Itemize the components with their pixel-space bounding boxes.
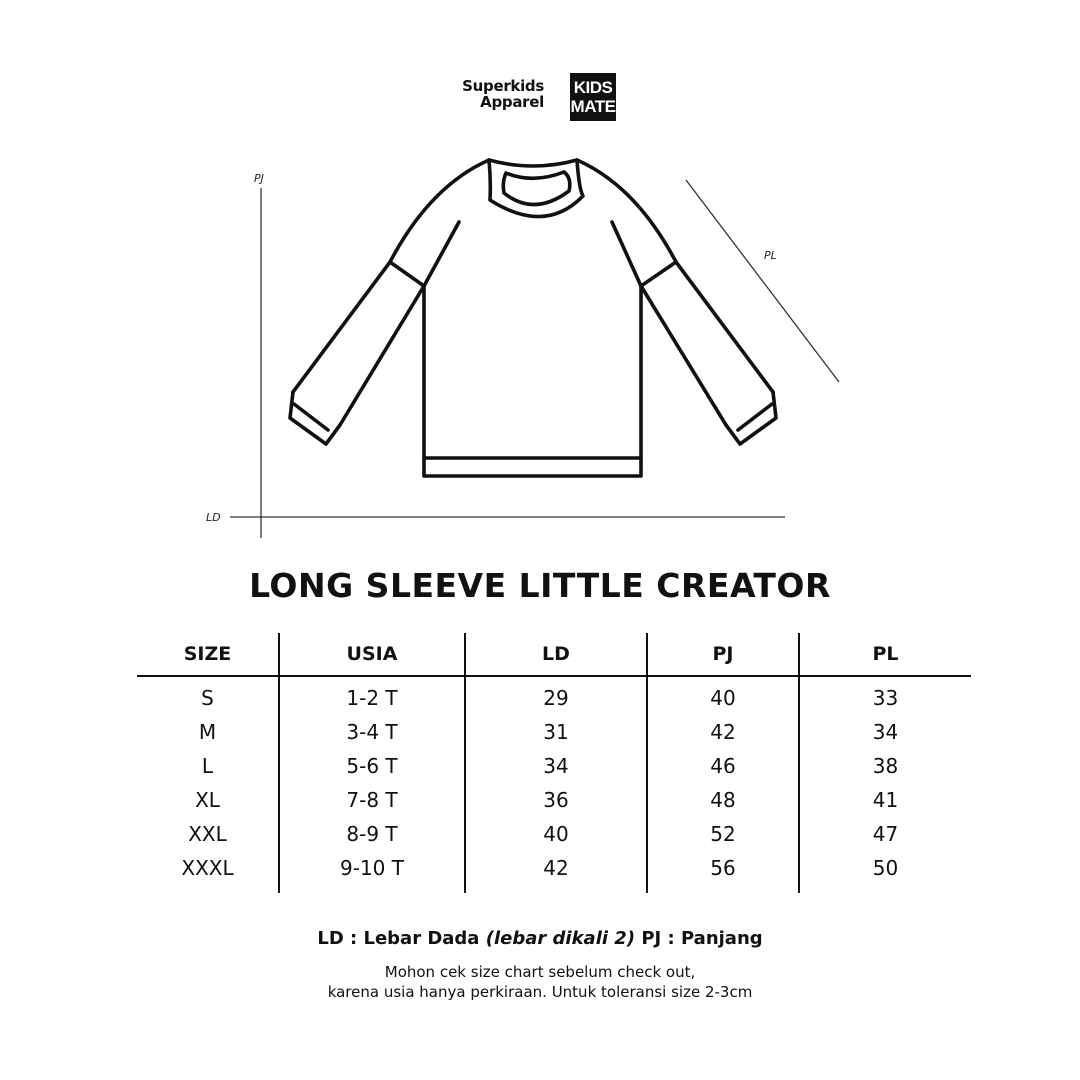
note-line-1: Mohon cek size chart sebelum check out, bbox=[384, 963, 696, 981]
cell-pj: 42 bbox=[647, 715, 799, 749]
brand-line-2: Apparel bbox=[480, 93, 544, 111]
pl-label: PL bbox=[764, 249, 777, 262]
cell-usia: 1-2 T bbox=[279, 676, 465, 715]
table-row bbox=[137, 749, 971, 783]
cell-usia: 7-8 T bbox=[279, 783, 465, 817]
measurement-legend bbox=[0, 928, 1080, 949]
logo-line-2: MATE bbox=[570, 97, 616, 116]
header-usia: USIA bbox=[279, 633, 465, 676]
cell-usia: 9-10 T bbox=[279, 851, 465, 893]
pl-guide-line bbox=[686, 180, 839, 382]
cell-pl: 38 bbox=[872, 754, 899, 778]
cell-ld: 40 bbox=[465, 817, 647, 851]
cell-size: S bbox=[137, 676, 279, 715]
cell-usia: 5-6 T bbox=[279, 749, 465, 783]
cell-ld: 34 bbox=[465, 749, 647, 783]
ld-label: LD bbox=[206, 511, 221, 524]
product-title: LONG SLEEVE LITTLE CREATOR bbox=[249, 566, 831, 605]
size-note bbox=[0, 962, 1080, 1002]
cell-pj: 56 bbox=[647, 851, 799, 893]
cell-size: XXXL bbox=[137, 851, 279, 893]
legend-ld-note: (lebar dikali 2) bbox=[485, 928, 636, 949]
cell-size: XL bbox=[137, 783, 279, 817]
cell-size: XXL bbox=[137, 817, 279, 851]
header-pj: PJ bbox=[647, 633, 799, 676]
cell-pl: 34 bbox=[872, 720, 899, 744]
table-row bbox=[137, 676, 971, 715]
table-row bbox=[137, 783, 971, 817]
cell-ld: 31 bbox=[465, 715, 647, 749]
cell-pj: 46 bbox=[647, 749, 799, 783]
table-header-row bbox=[137, 633, 971, 676]
cell-pl: 47 bbox=[872, 822, 899, 846]
table-row bbox=[137, 715, 971, 749]
table-row bbox=[137, 851, 971, 893]
cell-ld: 42 bbox=[465, 851, 647, 893]
cell-usia: 8-9 T bbox=[279, 817, 465, 851]
long-sleeve-shirt-icon bbox=[290, 160, 776, 476]
logo-line-1: KIDS bbox=[573, 78, 613, 97]
cell-pl: 50 bbox=[872, 856, 899, 880]
cell-pl: 41 bbox=[872, 788, 899, 812]
header-pl: PL bbox=[799, 633, 971, 676]
legend-ld: LD : Lebar Dada bbox=[317, 928, 480, 949]
cell-usia: 3-4 T bbox=[279, 715, 465, 749]
legend-pj: PJ : Panjang bbox=[641, 928, 763, 949]
header-size: SIZE bbox=[137, 633, 279, 676]
brand-line-1: Superkids bbox=[462, 77, 544, 95]
table-row bbox=[137, 817, 971, 851]
size-chart-table bbox=[137, 633, 971, 893]
cell-pl: 33 bbox=[872, 686, 899, 710]
pj-label: PJ bbox=[254, 172, 264, 185]
cell-size: M bbox=[137, 715, 279, 749]
note-line-2: karena usia hanya perkiraan. Untuk toleransi size 2-3cm bbox=[327, 983, 753, 1001]
cell-ld: 29 bbox=[465, 676, 647, 715]
header-ld: LD bbox=[465, 633, 647, 676]
cell-ld: 36 bbox=[465, 783, 647, 817]
cell-size: L bbox=[137, 749, 279, 783]
cell-pj: 40 bbox=[647, 676, 799, 715]
cell-pj: 48 bbox=[647, 783, 799, 817]
cell-pj: 52 bbox=[647, 817, 799, 851]
